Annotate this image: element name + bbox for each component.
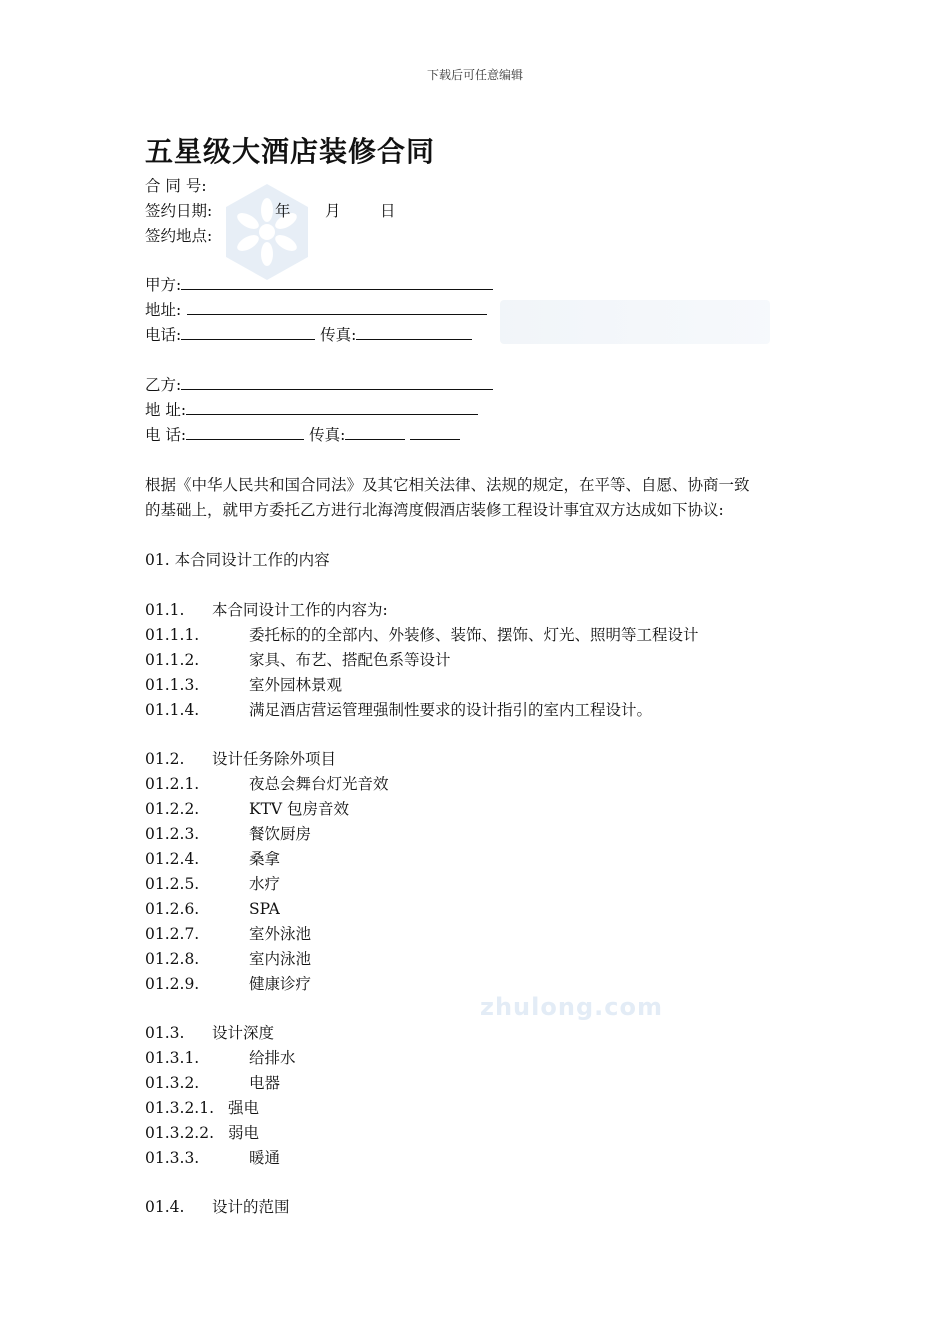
clause-text: 设计任务除外项目 <box>212 750 337 768</box>
clause-text: 设计的范围 <box>212 1198 290 1216</box>
party-b-address-label: 地 址: <box>145 401 187 419</box>
clause-text: 夜总会舞台灯光音效 <box>249 775 389 793</box>
clause-text: 满足酒店营运管理强制性要求的设计指引的室内工程设计。 <box>249 701 653 719</box>
party-a-address-row <box>145 300 487 320</box>
party-b-fax-blank-1[interactable] <box>345 425 405 440</box>
sign-date-day: 日 <box>380 202 396 220</box>
clause-item <box>145 650 451 670</box>
clause-text: 健康诊疗 <box>249 975 312 993</box>
clause-item <box>145 774 389 794</box>
party-b-fax-blank-2[interactable] <box>410 425 460 440</box>
party-a-phone-blank[interactable] <box>181 325 315 340</box>
clause-text: SPA <box>249 900 280 918</box>
clause-number: 01.2.2. <box>145 800 200 818</box>
party-a-fax-label: 传真: <box>320 326 357 344</box>
party-b-name-row <box>145 375 493 395</box>
clause-item <box>145 849 280 869</box>
clause-text: 弱电 <box>228 1124 260 1142</box>
clause-number: 01.3.2. <box>145 1074 200 1092</box>
clause-number: 01.2. <box>145 750 185 768</box>
clause-item <box>145 874 280 894</box>
clause-number: 01.2.7. <box>145 925 200 943</box>
clause-item <box>145 899 280 919</box>
clause-item <box>145 700 652 720</box>
party-b-address-row <box>145 400 478 420</box>
clause-number: 01.3.3. <box>145 1149 200 1167</box>
clause-text: 设计深度 <box>212 1024 275 1042</box>
clause-item <box>145 924 311 944</box>
clause-text: 给排水 <box>249 1049 296 1067</box>
party-a-contact-row <box>145 325 472 345</box>
clause-number: 01.1.1. <box>145 626 200 644</box>
clause-number: 01.2.4. <box>145 850 200 868</box>
clause-number: 01.3. <box>145 1024 185 1042</box>
clause-text: 强电 <box>228 1099 260 1117</box>
clause-number: 01.3.1. <box>145 1049 200 1067</box>
clause-text: 委托标的的全部内、外装修、装饰、摆饰、灯光、照明等工程设计 <box>249 626 699 644</box>
clause-number: 01.2.3. <box>145 825 200 843</box>
clause-text: 电器 <box>249 1074 281 1092</box>
party-b-phone-label: 电 话: <box>145 426 187 444</box>
clause-item <box>145 1048 296 1068</box>
clause-text: 家具、布艺、搭配色系等设计 <box>249 651 451 669</box>
clause-item <box>145 749 336 769</box>
clause-text: 桑拿 <box>249 850 281 868</box>
party-b-contact-row <box>145 425 460 445</box>
party-a-address-blank[interactable] <box>187 300 487 315</box>
clause-text: 本合同设计工作的内容为: <box>212 601 388 619</box>
clause-number: 01.3.2.2. <box>145 1124 215 1142</box>
clause-item <box>145 1023 274 1043</box>
clause-item <box>145 949 311 969</box>
contract-number-label: 合 同 号: <box>145 177 207 195</box>
party-a-name-row <box>145 275 493 295</box>
sign-date-label: 签约日期: <box>145 202 213 220</box>
party-b-address-blank[interactable] <box>186 400 478 415</box>
clause-number: 01.1.3. <box>145 676 200 694</box>
clause-item <box>145 625 699 645</box>
clause-number: 01.1. <box>145 601 185 619</box>
sign-date-month: 月 <box>325 202 341 220</box>
party-b-name-label: 乙方: <box>145 376 182 394</box>
clause-text: 暖通 <box>249 1149 281 1167</box>
document-title: 五星级大酒店装修合同 <box>145 135 436 168</box>
sign-place-label: 签约地点: <box>145 227 213 245</box>
header-note: 下载后可任意编辑 <box>426 68 523 82</box>
clause-item <box>145 1073 280 1093</box>
clause-text: 室外泳池 <box>249 925 312 943</box>
party-a-address-label: 地址: <box>145 301 182 319</box>
section-title: 01. 本合同设计工作的内容 <box>145 551 330 569</box>
clause-text: 室内泳池 <box>249 950 312 968</box>
party-b-phone-blank[interactable] <box>186 425 304 440</box>
clause-item <box>145 824 311 844</box>
clause-number: 01.2.6. <box>145 900 200 918</box>
clause-item <box>145 1148 280 1168</box>
clause-number: 01.2.1. <box>145 775 200 793</box>
clause-number: 01.2.8. <box>145 950 200 968</box>
watermark-band <box>500 300 770 344</box>
clause-number: 01.1.2. <box>145 651 200 669</box>
intro-line-2: 的基础上，就甲方委托乙方进行北海湾度假酒店装修工程设计事宜双方达成如下协议: <box>145 501 724 519</box>
clause-text: 室外园林景观 <box>249 676 343 694</box>
clause-item <box>145 974 311 994</box>
party-a-fax-blank[interactable] <box>356 325 472 340</box>
clause-text: 餐饮厨房 <box>249 825 312 843</box>
party-b-name-blank[interactable] <box>181 375 493 390</box>
clause-number: 01.4. <box>145 1198 185 1216</box>
clause-item <box>145 600 388 620</box>
watermark-text: zhulong.com <box>480 993 663 1021</box>
clause-item <box>145 675 342 695</box>
clause-item <box>145 799 349 819</box>
clause-number: 01.3.2.1. <box>145 1099 215 1117</box>
clause-number: 01.2.9. <box>145 975 200 993</box>
party-a-name-label: 甲方: <box>145 276 182 294</box>
clause-text: KTV 包房音效 <box>249 800 350 818</box>
party-a-phone-label: 电话: <box>145 326 182 344</box>
watermark-logo-icon <box>222 182 312 282</box>
clause-number: 01.2.5. <box>145 875 200 893</box>
intro-line-1: 根据《中华人民共和国合同法》及其它相关法律、法规的规定，在平等、自愿、协商一致 <box>145 476 750 494</box>
party-b-fax-label: 传真: <box>309 426 346 444</box>
clause-text: 水疗 <box>249 875 281 893</box>
sign-date-year: 年 <box>275 202 291 220</box>
clause-item <box>145 1098 259 1118</box>
clause-item <box>145 1197 290 1217</box>
party-a-name-blank[interactable] <box>181 275 493 290</box>
clause-number: 01.1.4. <box>145 701 200 719</box>
clause-item <box>145 1123 259 1143</box>
